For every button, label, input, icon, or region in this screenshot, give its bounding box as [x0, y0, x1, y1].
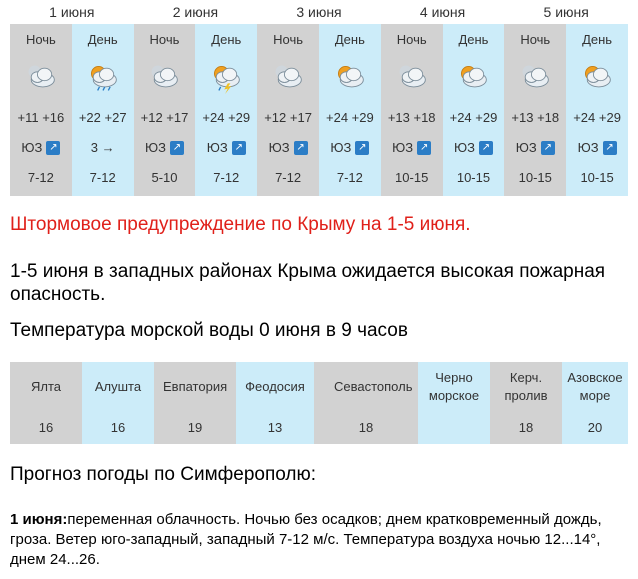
wind-direction	[504, 140, 566, 155]
temperature-range: +12 +17	[140, 110, 189, 125]
wind-arrow-icon: ↗	[170, 141, 184, 155]
wind-arrow-icon: ↗	[355, 141, 369, 155]
day-header: 2 июня	[172, 4, 219, 20]
wind-label: ЮЗ	[21, 140, 43, 155]
temperature-range: +12 +17	[264, 110, 312, 125]
period-label: Ночь	[25, 32, 56, 47]
sea-location	[562, 362, 628, 444]
sea-temperature-value: 16	[38, 420, 54, 435]
sea-temperature-table	[10, 362, 628, 444]
period-label: День	[87, 32, 118, 47]
temperature-range: +22 +27	[78, 110, 127, 125]
sea-location	[236, 362, 314, 444]
location-name-text: Керч. пролив	[504, 370, 548, 403]
storm-warning: Штормовое предупреждение по Крыму на 1-5 июня.	[10, 214, 471, 235]
wind-direction	[72, 140, 134, 155]
fire-warning: 1-5 июня в западных районах Крыма ожидается высокая пожарная опасность.	[10, 261, 606, 305]
wind-label: ЮЗ	[330, 140, 352, 155]
wind-speed: 10-15	[456, 170, 491, 185]
sea-location	[490, 362, 562, 444]
sea-location-name	[314, 362, 418, 412]
sea-location-name	[154, 362, 236, 412]
temperature-range: +24 +29	[449, 110, 498, 125]
wind-direction	[134, 140, 196, 155]
temperature-range: +13 +18	[511, 110, 560, 125]
sea-location-name	[490, 362, 562, 412]
day-header: 3 июня	[296, 4, 342, 20]
wind-speed: 10-15	[580, 170, 614, 185]
wind-direction	[319, 140, 381, 155]
location-name-text: Азовское море	[567, 370, 623, 403]
wind-label: ЮЗ	[144, 140, 166, 155]
location-name-text: Евпатория	[163, 379, 228, 394]
wind-speed: 10-15	[395, 170, 429, 185]
sun-cloud-icon	[332, 62, 368, 94]
period-label: День	[458, 32, 489, 47]
sea-location	[154, 362, 236, 444]
forecast-column-day	[319, 24, 381, 196]
sea-location	[10, 362, 82, 444]
sea-temperature-value: 19	[187, 420, 203, 435]
period-label: День	[211, 32, 242, 47]
wind-direction	[381, 140, 443, 155]
cloud-moon-icon	[270, 62, 306, 94]
wind-arrow-icon: ↗	[46, 141, 60, 155]
temperature-range: +24 +29	[573, 110, 621, 125]
forecast-text: переменная облачность. Ночью без осадков; днем кратковременный дождь, гроза. Ветер юго-западный, западный 7-12 м/с. Температура воздуха ночью 12...14°, днем 24...26.	[10, 511, 602, 568]
forecast-column-day	[566, 24, 628, 196]
wind-arrow-icon: ↗	[479, 141, 493, 155]
forecast-day-label: 1 июня:	[10, 511, 68, 528]
wind-direction	[443, 140, 505, 155]
wind-speed: 10-15	[518, 170, 552, 185]
location-name-text: Черно морское	[428, 370, 480, 403]
wind-label: ЮЗ	[268, 140, 290, 155]
wind-speed: 7-12	[213, 170, 240, 185]
period-label: Ночь	[520, 32, 551, 47]
forecast-column-night	[504, 24, 566, 196]
simferopol-heading: Прогноз погоды по Симферополю:	[10, 464, 317, 485]
sea-location	[418, 362, 490, 444]
wind-direction	[257, 140, 319, 155]
location-name-text: Алушта	[94, 379, 142, 394]
forecast-column-day	[195, 24, 257, 196]
wind-direction	[566, 140, 628, 155]
cloud-moon-icon	[394, 62, 430, 94]
wind-label: ЮЗ	[577, 140, 599, 155]
wind-label: ЮЗ	[515, 140, 537, 155]
period-label: Ночь	[273, 32, 304, 47]
wind-label: ЮЗ	[206, 140, 228, 155]
sun-cloud-icon	[455, 62, 491, 94]
cloud-moon-icon	[23, 62, 59, 94]
wind-arrow-icon: ↗	[232, 141, 246, 155]
wind-speed: 7-12	[275, 170, 302, 185]
temperature-range: +24 +29	[202, 110, 251, 125]
sea-temperature-value: 13	[267, 420, 283, 435]
wind-speed: 7-12	[89, 170, 116, 185]
forecast-days-header	[10, 4, 628, 20]
cloud-moon-icon	[517, 62, 553, 94]
sea-temperature-value: 16	[110, 420, 126, 435]
wind-arrow-icon: ↗	[541, 141, 555, 155]
sea-location-name	[562, 362, 628, 412]
sun-cloud-icon	[579, 62, 615, 94]
sea-location	[314, 362, 418, 444]
period-label: Ночь	[149, 32, 180, 47]
forecast-column-night	[10, 24, 72, 196]
forecast-column-day	[443, 24, 505, 196]
day-header: 5 июня	[543, 4, 589, 20]
wind-speed: 7-12	[336, 170, 363, 185]
forecast-column-night	[257, 24, 319, 196]
wind-label: 3 →	[90, 140, 115, 155]
temperature-range: +24 +29	[326, 110, 374, 125]
sea-location-name	[418, 362, 490, 412]
sea-location-name	[10, 362, 82, 412]
temperature-range: +11 +16	[17, 110, 65, 125]
thunderstorm-icon	[208, 62, 244, 94]
forecast-table	[10, 24, 628, 196]
sun-cloud-rain-icon	[85, 62, 121, 94]
day-header: 1 июня	[49, 4, 95, 20]
wind-label: ЮЗ	[453, 140, 475, 155]
period-label: День	[582, 32, 613, 47]
sea-temperature-value: 18	[358, 420, 374, 435]
wind-speed: 7-12	[27, 170, 54, 185]
day-header: 4 июня	[419, 4, 466, 20]
sea-temperature-value: 20	[587, 420, 603, 435]
wind-arrow-icon: ↗	[294, 141, 308, 155]
sea-temperature-value: 18	[518, 420, 534, 435]
wind-arrow-icon: ↗	[417, 141, 431, 155]
forecast-column-night	[134, 24, 196, 196]
period-label: Ночь	[396, 32, 427, 47]
cloud-moon-icon	[146, 62, 182, 94]
sea-location-name	[236, 362, 314, 412]
wind-label: ЮЗ	[392, 140, 414, 155]
period-label: День	[334, 32, 365, 47]
wind-direction	[195, 140, 257, 155]
forecast-column-night	[381, 24, 443, 196]
wind-speed: 5-10	[151, 170, 178, 185]
temperature-range: +13 +18	[387, 110, 436, 125]
wind-arrow-icon: ↗	[603, 141, 617, 155]
simferopol-forecast	[10, 510, 620, 570]
location-name-text: Ялта	[30, 379, 61, 394]
forecast-column-day	[72, 24, 134, 196]
sea-location	[82, 362, 154, 444]
location-name-text: Севастополь	[334, 379, 413, 394]
location-name-text: Феодосия	[245, 379, 305, 394]
sea-location-name	[82, 362, 154, 412]
wind-direction	[10, 140, 72, 155]
sea-temperature-heading: Температура морской воды 0 июня в 9 часов	[10, 320, 408, 341]
